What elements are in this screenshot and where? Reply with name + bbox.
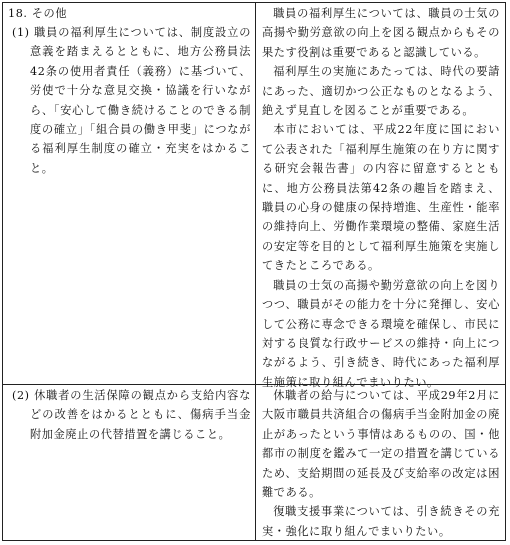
response-paragraph: 職員の福利厚生については、職員の士気の高揚や勤労意欲の向上を図る観点からもその果たす役割は重要であると認識している。 <box>262 7 500 59</box>
request-text-2: (2) 休職者の生活保障の観点から支給内容などの改善をはかるとともに、傷病手当金附加金廃止の代替措置を講じること。 <box>12 389 251 441</box>
request-cell-1 <box>3 23 255 178</box>
request-cell-2 <box>3 386 255 444</box>
request-text-1: (1) 職員の福利厚生については、制度設立の意義を踏まえるとともに、地方公務員法42条の使用者責任（義務）に基づいて、労使で十分な意見交換・協議を行いながら、「安心して働き続けることのできる制度の確立」「組合員の働き甲斐」につながる福利厚生制度の確立・充実をはかること。 <box>12 26 251 175</box>
response-paragraph: 本市においては、平成22年度に国において公表された「福利厚生施策の在り方に関する研究会報告書」の内容に留意するとともに、地方公務員法第42条の趣旨を踏まえ、職員の心身の健康の保持増進、生産性・能率の維持向上、労働作業環境の整備、家庭生活の安定等を目的として福利厚生施策を実施してきたところである。 <box>262 123 500 273</box>
response-paragraph: 休職者の給与については、平成29年2月に大阪市職員共済組合の傷病手当金附加金の廃止があったという事情はあるものの、国・他都市の制度を鑑みて一定の措置を講じているため、支給期間の延長及び支給率の改定は困難である。 <box>262 389 500 500</box>
document-table <box>2 2 506 541</box>
section-heading: 18. その他 <box>8 7 68 20</box>
response-paragraph: 職員の士気の高揚や勤労意欲の向上を図りつつ、職員がその能力を十分に発揮し、安心して公務に専念できる環境を確保し、市民に対する良質な行政サービスの維持・向上につながるよう、引き続き、時代にあった福利厚生施策に取り組んでまいりたい。 <box>262 278 500 389</box>
response-paragraph: 福利厚生の実施にあたっては、時代の要請にあった、適切かつ公正なものとなるよう、絶えず見直しを図ることが重要である。 <box>262 65 500 118</box>
response-cell-2 <box>256 386 505 541</box>
response-cell-1 <box>256 4 505 392</box>
response-paragraph: 復職支援事業については、引き続きその充実・強化に取り組んでまいりたい。 <box>262 505 500 538</box>
